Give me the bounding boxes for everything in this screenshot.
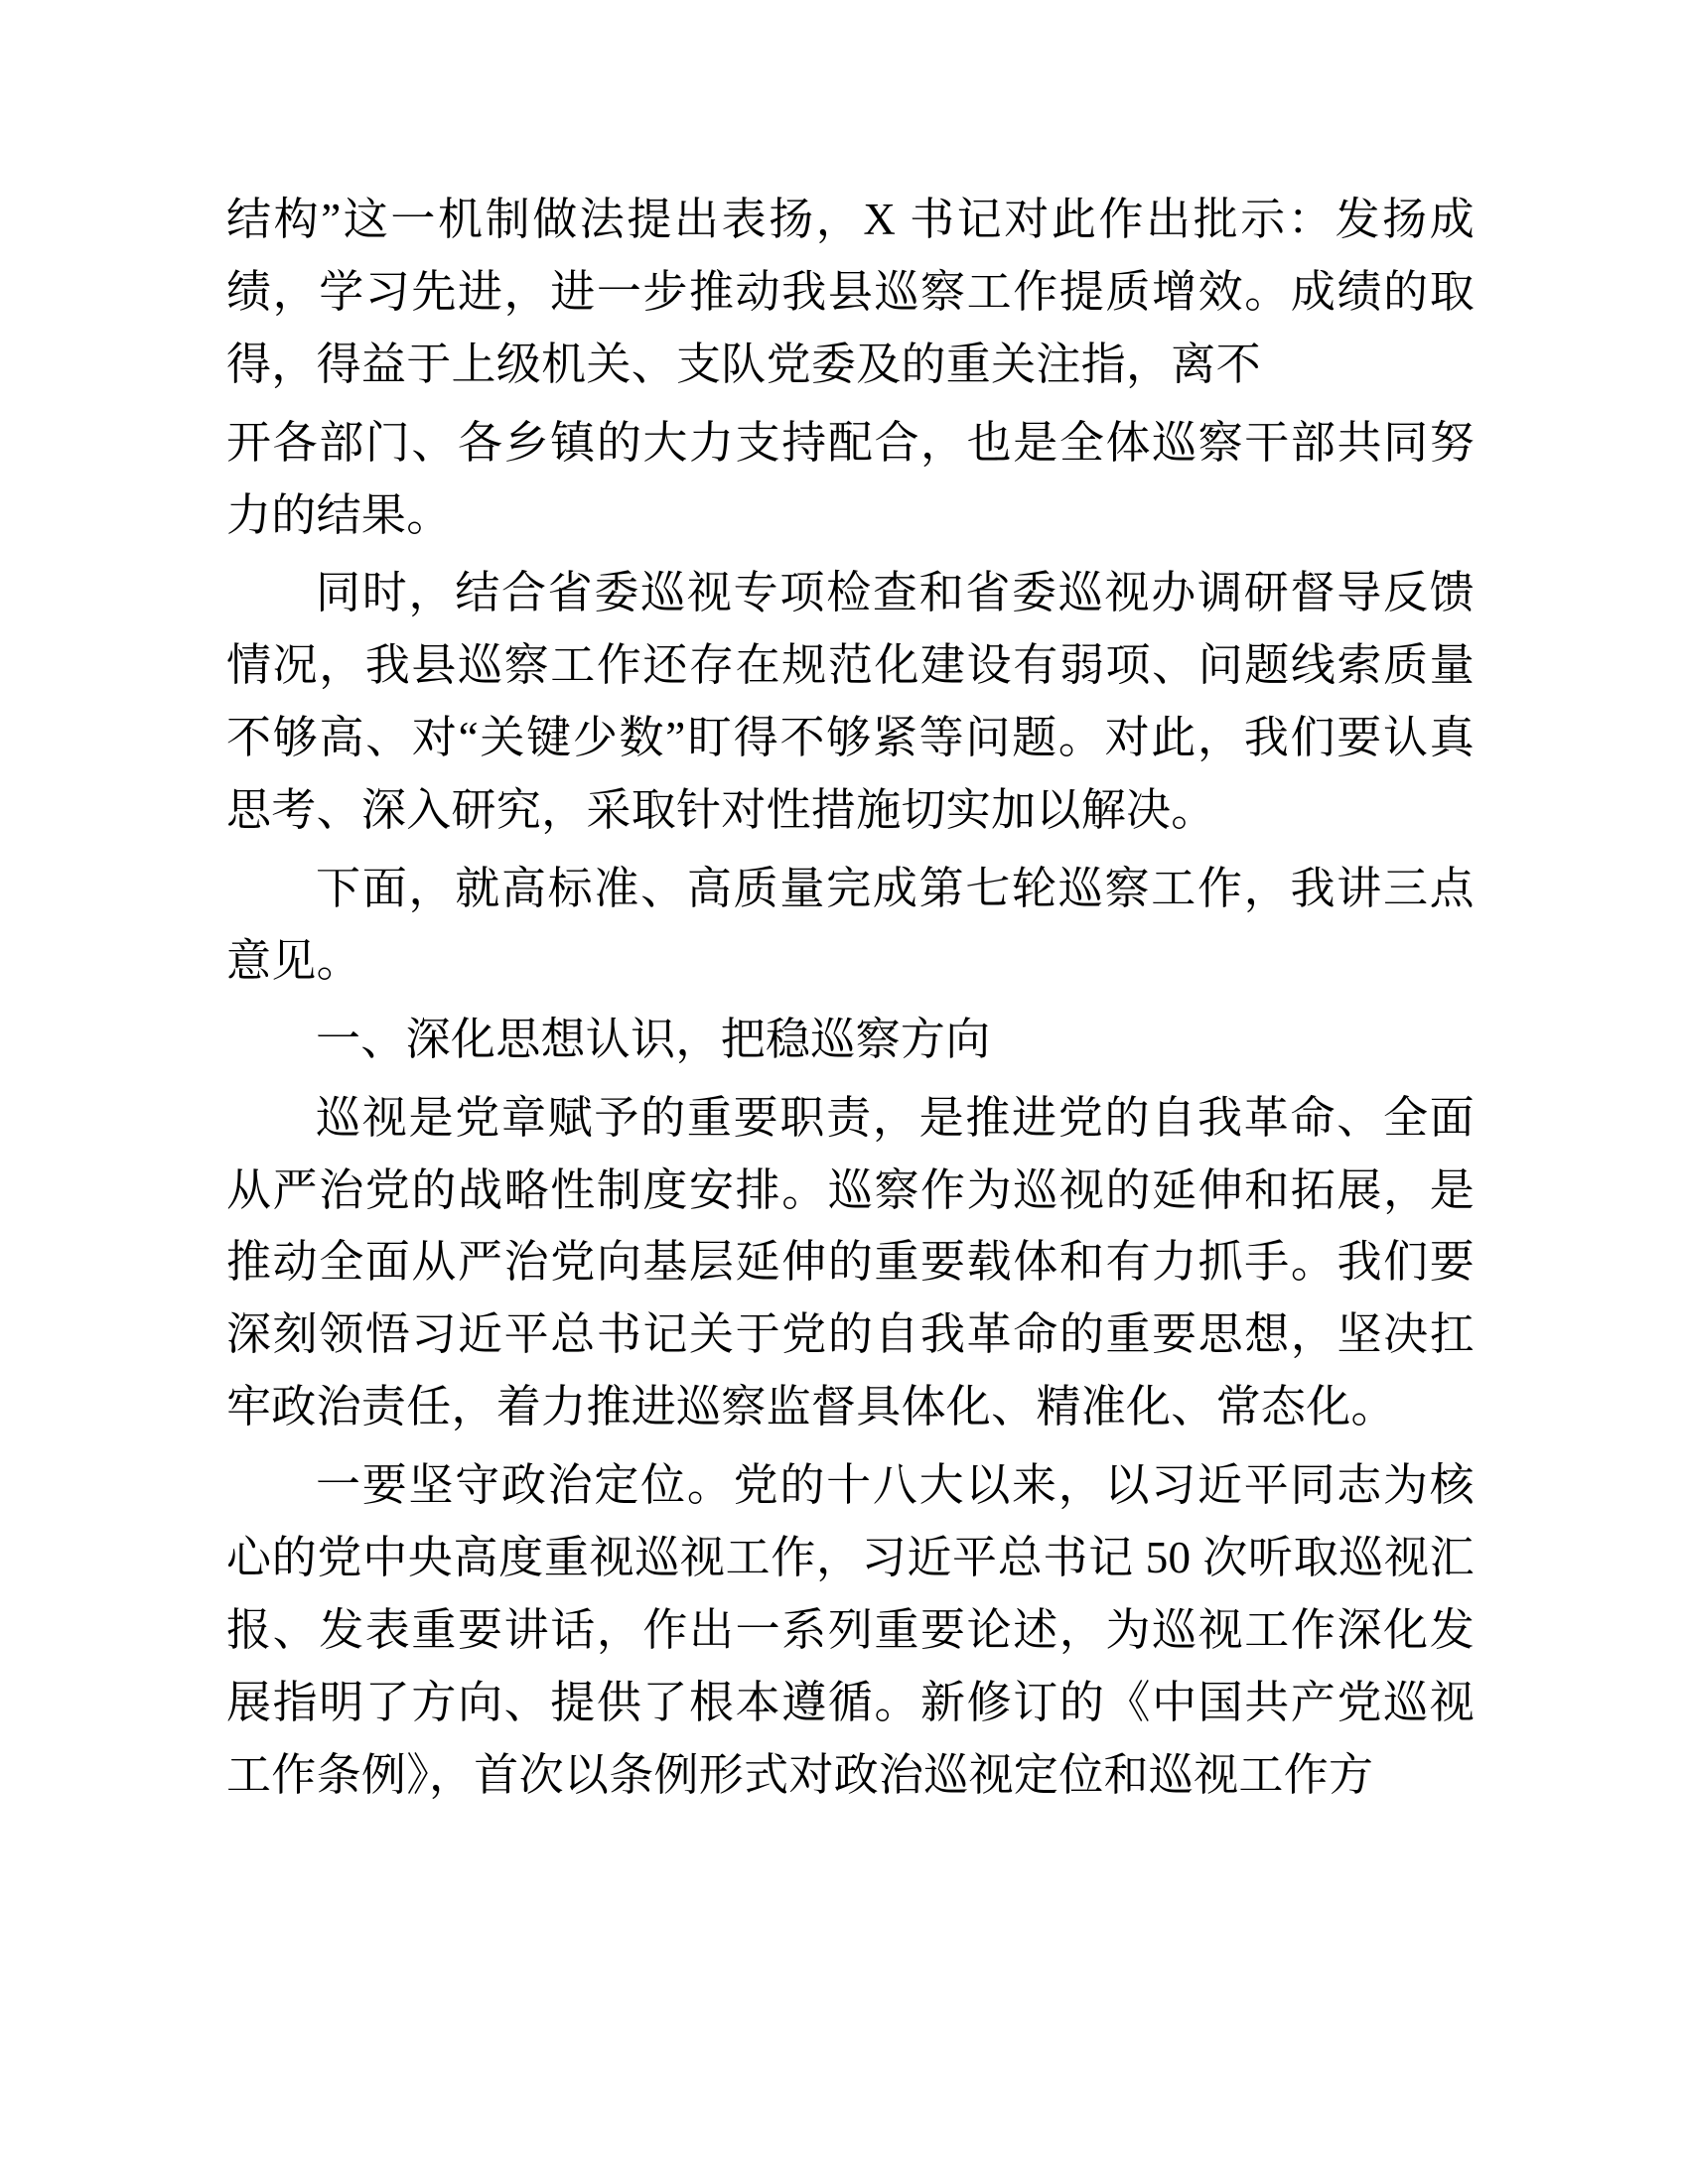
paragraph-6: 巡视是党章赋予的重要职责，是推进党的自我革命、全面从严治党的战略性制度安排。巡察作为巡视的延伸和拓展，是推动全面从严治党向基层延伸的重要载体和有力抓手。我们要深刻领悟习近平总书记关于党的自我革命的重要思想，坚决扛牢政治责任，着力推进巡察监督具体化、精准化、常态化。 — [226, 1092, 1475, 1433]
document-body — [226, 184, 1475, 1812]
paragraph-7: 一要坚守政治定位。党的十八大以来，以习近平同志为核心的党中央高度重视巡视工作，习近平总书记 50 次听取巡视汇报、发表重要讲话，作出一系列重要论述，为巡视工作深化发展指明了方向、提供了根本遵循。新修订的《中国共产党巡视工作条例》，首次以条例形式对政治巡视定位和巡视工作方 — [226, 1460, 1475, 1800]
paragraph-3: 同时，结合省委巡视专项检查和省委巡视办调研督导反馈情况，我县巡察工作还存在规范化建设有弱项、问题线索质量不够高、对“关键少数”盯得不够紧等问题。对此，我们要认真思考、深入研究，采取针对性措施切实加以解决。 — [226, 568, 1475, 836]
paragraph-2: 开各部门、各乡镇的大力支持配合，也是全体巡察干部共同努力的结果。 — [226, 417, 1475, 540]
section-heading-1: 一、深化思想认识，把稳巡察方向 — [316, 1014, 991, 1064]
paragraph-4: 下面，就高标准、高质量完成第七轮巡察工作，我讲三点意见。 — [226, 864, 1475, 986]
paragraph-1: 结构”这一机制做法提出表扬，X 书记对此作出批示：发扬成绩，学习先进，进一步推动我县巡察工作提质增效。成绩的取得，得益于上级机关、支队党委及的重关注指，离不 — [226, 195, 1475, 389]
